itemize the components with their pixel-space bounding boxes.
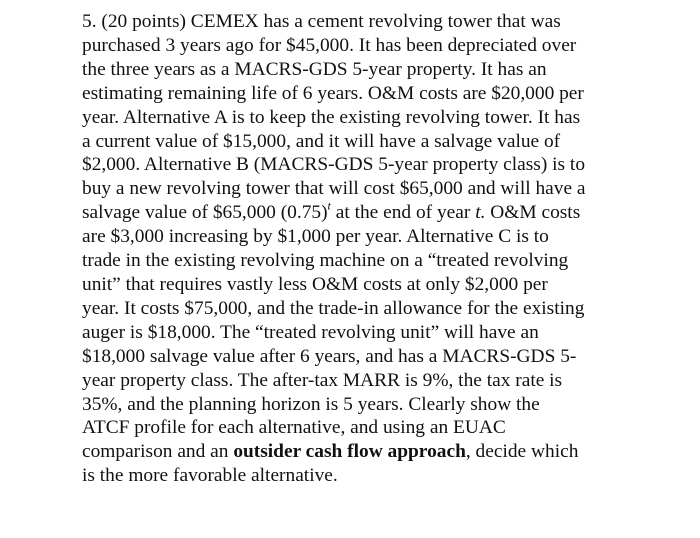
comparison-text-post: , decide which <box>465 441 579 463</box>
problem-line-20: is the more favorable alternative. <box>82 465 338 487</box>
outsider-cash-flow-approach-emphasis: outsider cash flow approach <box>233 441 466 463</box>
problem-line-15: $18,000 salvage value after 6 years, and has a MACRS-GDS 5- <box>82 345 577 367</box>
comparison-text-pre: comparison and an <box>82 441 234 463</box>
problem-line-16: year property class. The after-tax MARR is 9%, the tax rate is <box>82 369 563 391</box>
problem-line-1: 5. (20 points) CEMEX has a cement revolving tower that was <box>82 11 561 32</box>
salvage-formula-mid: at the end of year <box>330 202 476 224</box>
problem-line-13: year. It costs $75,000, and the trade-in allowance for the existing <box>82 297 585 319</box>
problem-line-3: the three years as a MACRS-GDS 5-year property. It has an <box>82 58 547 80</box>
problem-line-14: auger is $18,000. The “treated revolving unit” will have an <box>82 321 539 343</box>
problem-line-6: a current value of $15,000, and it will have a salvage value of <box>82 130 561 152</box>
problem-line-5: year. Alternative A is to keep the existing revolving tower. It has <box>82 106 581 128</box>
problem-line-11: trade in the existing revolving machine on a “treated revolving <box>82 250 569 272</box>
year-variable-t: t. <box>475 202 486 224</box>
salvage-formula-text: salvage value of $65,000 (0.75) <box>82 202 328 224</box>
problem-line-4: estimating remaining life of 6 years. O&M costs are $20,000 per <box>82 82 584 104</box>
problem-line-7: $2,000. Alternative B (MACRS-GDS 5-year property class) is to <box>82 154 586 176</box>
problem-line-2: purchased 3 years ago for $45,000. It has been depreciated over <box>82 34 577 56</box>
problem-statement <box>82 10 642 488</box>
problem-line-19 <box>82 440 642 464</box>
problem-line-12: unit” that requires vastly less O&M costs at only $2,000 per <box>82 273 548 295</box>
problem-line-18: ATCF profile for each alternative, and using an EUAC <box>82 417 506 439</box>
problem-line-8: buy a new revolving tower that will cost $65,000 and will have a <box>82 178 586 200</box>
problem-line-17: 35%, and the planning horizon is 5 years. Clearly show the <box>82 393 540 415</box>
salvage-formula-post: O&M costs <box>485 202 581 224</box>
problem-line-10: are $3,000 increasing by $1,000 per year. Alternative C is to <box>82 226 549 248</box>
exponent-t: t <box>327 198 331 213</box>
problem-line-9 <box>82 198 642 225</box>
